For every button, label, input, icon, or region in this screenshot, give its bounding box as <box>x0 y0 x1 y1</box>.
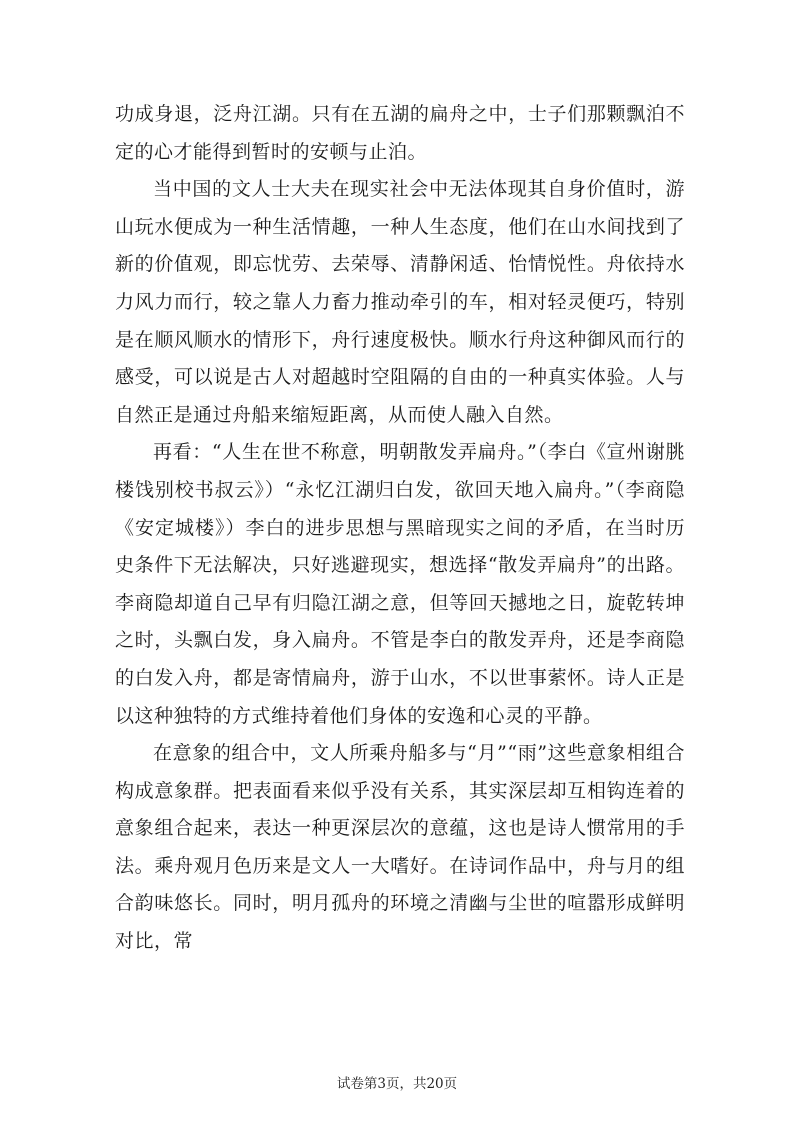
paragraph-3: 再看：“人生在世不称意，明朝散发弄扁舟。”（李白《宣州谢朓楼饯别校书叔云》）“永忆江湖归白发，欲回天地入扁舟。”（李商隐《安定城楼》）李白的进步思想与黑暗现实之间的矛盾，在当时历史条件下无法解决，只好逃避现实，想选择“散发弄扁舟”的出路。李商隐却道自己早有归隐江湖之意，但等回天撼地之日，旋乾转坤之时，头飘白发，身入扁舟。不管是李白的散发弄舟，还是李商隐的白发入舟，都是寄情扁舟，游于山水，不以世事萦怀。诗人正是以这种独特的方式维持着他们身体的安逸和心灵的平静。 <box>115 441 685 727</box>
paragraph-4: 在意象的组合中，文人所乘舟船多与“月”“雨”这些意象相组合构成意象群。把表面看来似乎没有关系，其实深层却互相钩连着的意象组合起来，表达一种更深层次的意蕴，这也是诗人惯常用的手法。乘舟观月色历来是文人一大嗜好。在诗词作品中，舟与月的组合韵味悠长。同时，明月孤舟的环境之清幽与尘世的喧嚣形成鲜明对比，常 <box>115 742 685 953</box>
paragraph-2: 当中国的文人士大夫在现实社会中无法体现其自身价值时，游山玩水便成为一种生活情趣，一种人生态度，他们在山水间找到了新的价值观，即忘忧劳、去荣辱、清静闲适、怡情悦性。舟依持水力风力而行，较之靠人力畜力推动牵引的车，相对轻灵便巧，特别是在顺风顺水的情形下，舟行速度极快。顺水行舟这种御风而行的感受，可以说是古人对超越时空阻隔的自由的一种真实体验。人与自然正是通过舟船来缩短距离，从而使人融入自然。 <box>115 178 685 426</box>
page-footer: 试卷第3页，共20页 <box>336 1076 458 1092</box>
paragraph-1: 功成身退，泛舟江湖。只有在五湖的扁舟之中，士子们那颗飘泊不定的心才能得到暂时的安顿与止泊。 <box>115 103 685 163</box>
document-body <box>115 96 685 961</box>
